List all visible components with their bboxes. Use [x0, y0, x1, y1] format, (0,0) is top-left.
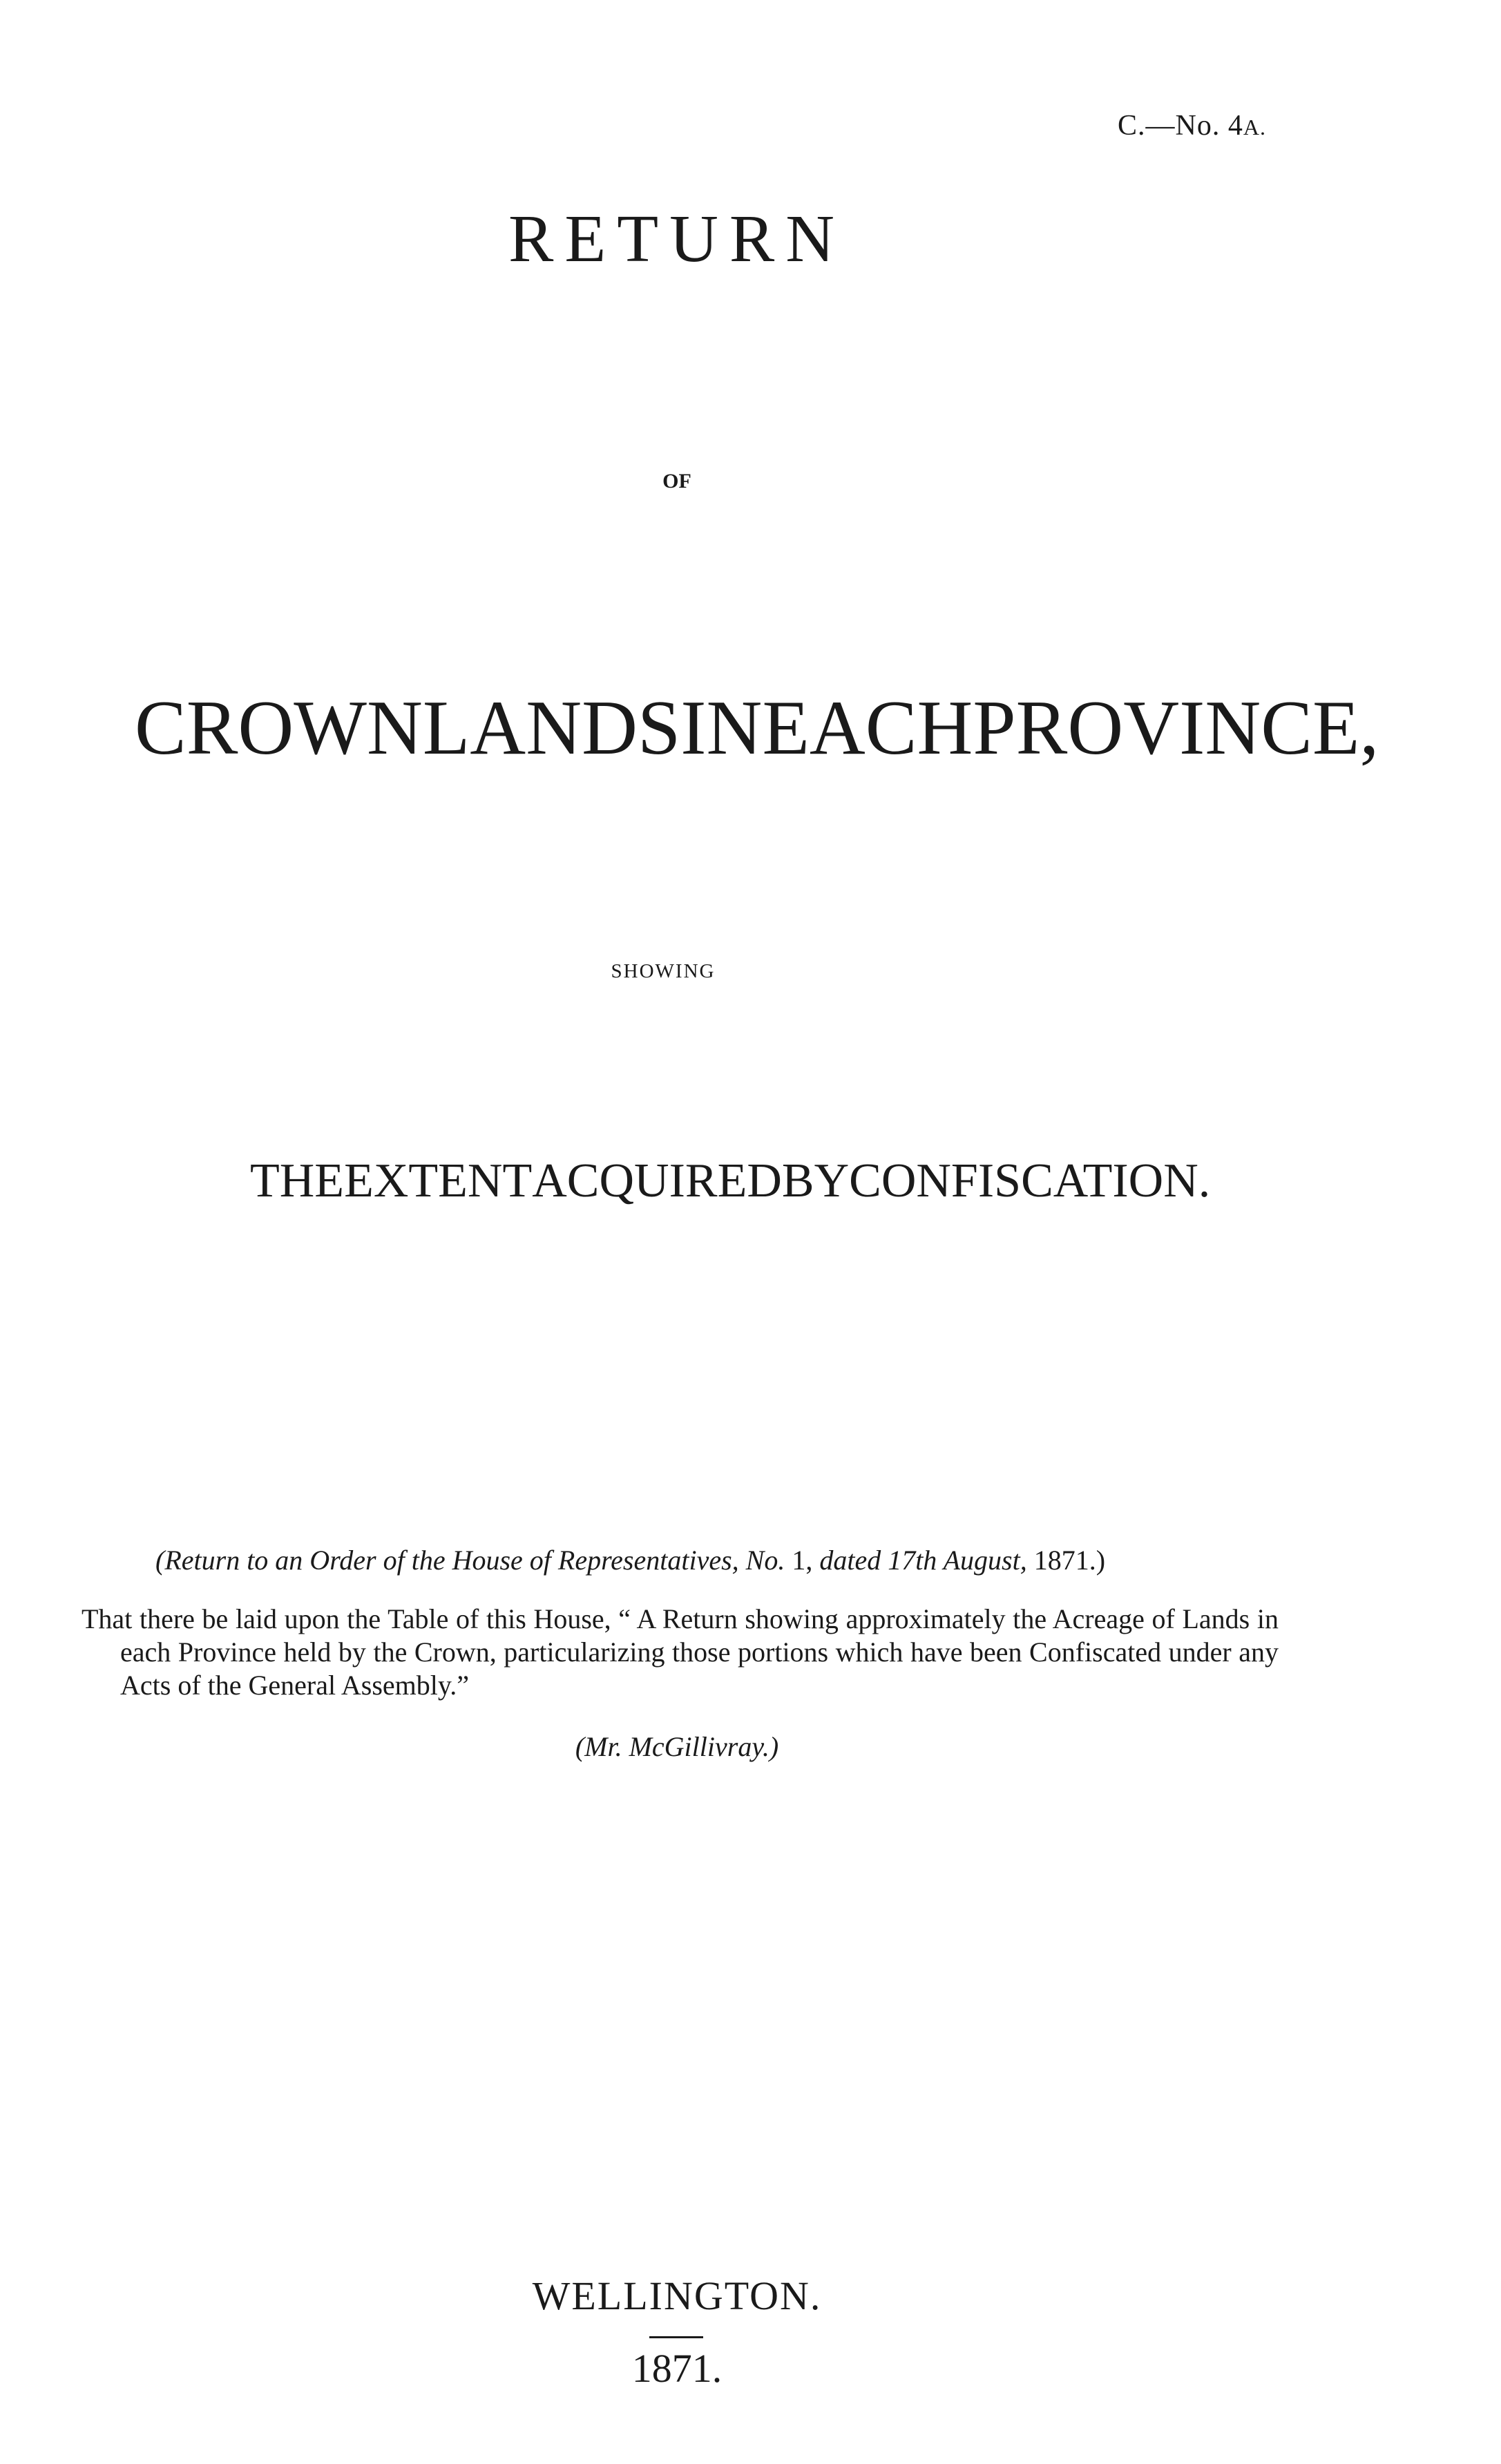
title-word: PROVINCE,: [973, 685, 1379, 771]
title-word: EXTENT: [344, 1154, 533, 1207]
motion-paragraph: [82, 1603, 1279, 1702]
imprint-divider: [649, 2336, 703, 2338]
title-word: CONFISCATION.: [849, 1154, 1211, 1207]
order-number: 1,: [792, 1545, 813, 1576]
title-word: EACH: [762, 685, 973, 771]
order-reference: [155, 1544, 1212, 1576]
title-word: THE: [250, 1154, 345, 1207]
paper-reference-number: C.—No. 4: [1118, 110, 1243, 142]
order-date: dated 17th August,: [819, 1545, 1027, 1576]
order-year: 1871.): [1033, 1545, 1106, 1576]
imprint-year: 1871.: [631, 2346, 723, 2391]
title-showing: SHOWING: [611, 960, 716, 982]
title-word: CROWN: [135, 685, 423, 771]
title-word: LANDS: [422, 685, 681, 771]
paper-reference-suffix: A.: [1243, 115, 1266, 140]
imprint-place: WELLINGTON.: [532, 2273, 822, 2318]
title-return: RETURN: [508, 202, 845, 276]
title-word: IN: [680, 685, 763, 771]
motion-mover: (Mr. McGillivray.): [575, 1731, 779, 1762]
paper-reference: [1118, 109, 1266, 142]
title-of: OF: [662, 470, 691, 493]
motion-text: That there be laid upon the Table of this House, “ A Return showing approximately the Acreage of Lands in each Province held by the Crown, particularizing those portions which have been Confiscated under any Acts of the General Assembly.”: [82, 1603, 1279, 1701]
title-crown-lands: [135, 684, 1379, 773]
order-text: (Return to an Order of the House of Representatives, No.: [155, 1545, 785, 1576]
title-extent: [250, 1154, 1211, 1209]
title-word: BY: [781, 1154, 850, 1207]
title-word: ACQUIRED: [532, 1154, 782, 1207]
